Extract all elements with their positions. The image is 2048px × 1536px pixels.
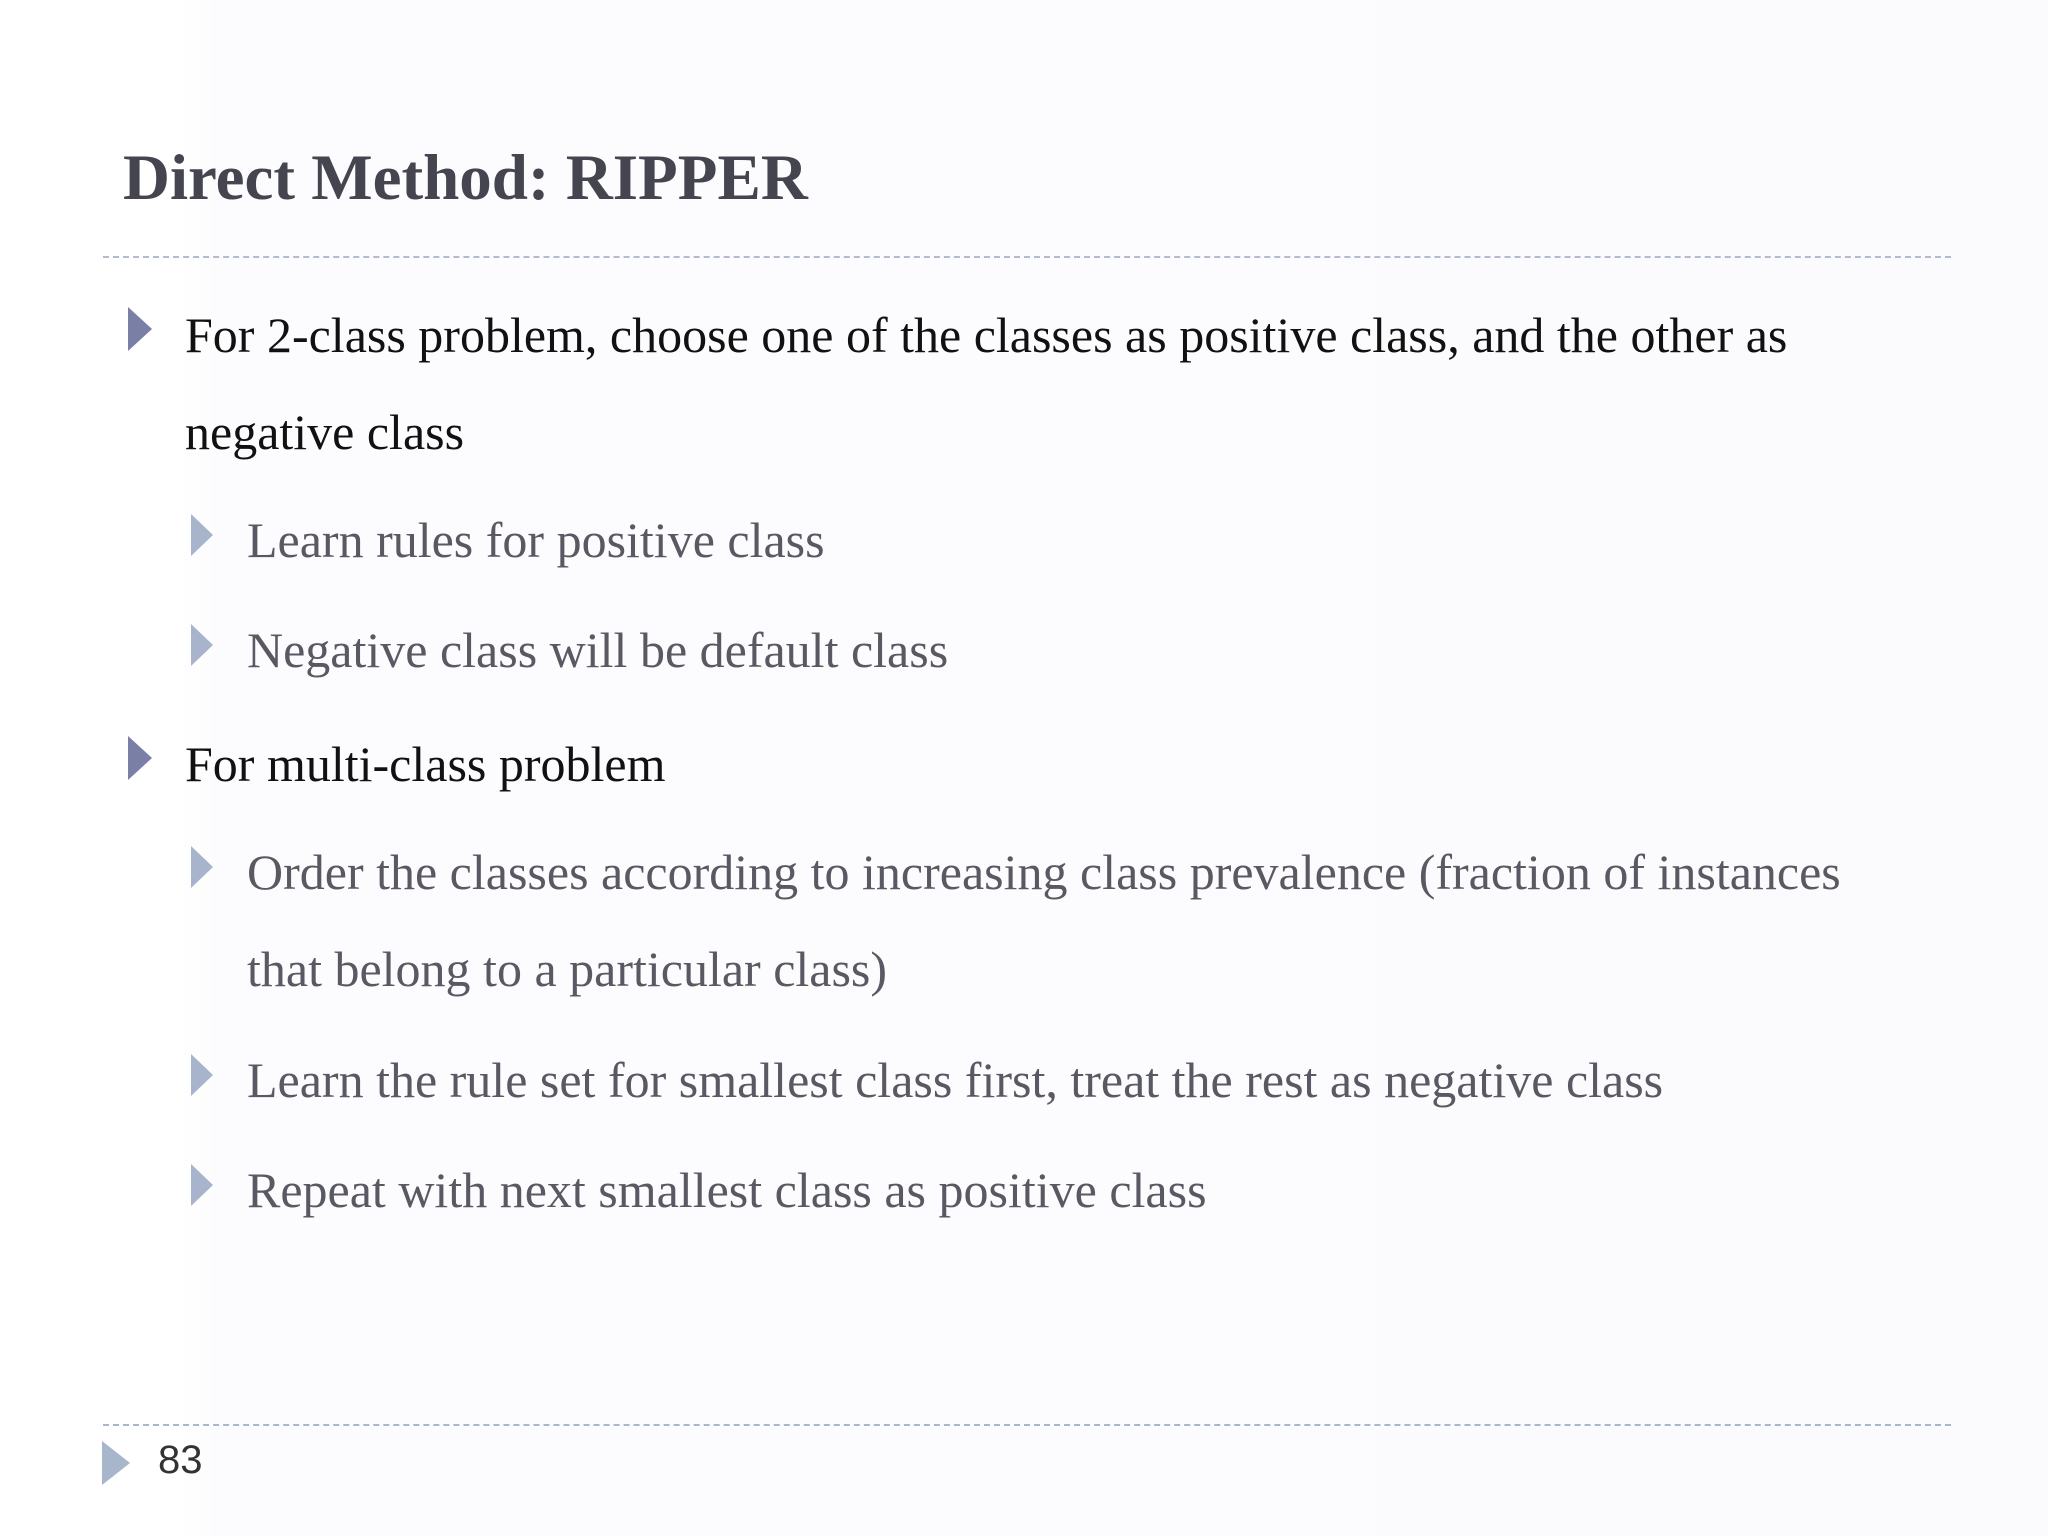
sub-bullet-arrow-icon bbox=[191, 846, 213, 888]
sub-bullet-item: Learn the rule set for smallest class first, treat the rest as negative class bbox=[247, 1052, 1664, 1108]
sub-bullet-arrow-icon bbox=[191, 1054, 213, 1096]
footer-divider bbox=[103, 1424, 1951, 1426]
sub-bullet-arrow-icon bbox=[191, 1164, 213, 1206]
sub-bullet-item: Learn rules for positive class bbox=[247, 512, 825, 568]
sub-bullet-item: Negative class will be default class bbox=[247, 622, 949, 678]
slide-title: Direct Method: RIPPER bbox=[123, 142, 808, 214]
sub-bullet-arrow-icon bbox=[191, 624, 213, 666]
footer-arrow-icon bbox=[102, 1441, 130, 1485]
sub-bullet-item: Repeat with next smallest class as positive class bbox=[247, 1162, 1207, 1218]
sub-bullet-item: Order the classes according to increasing class prevalence (fraction of instances that belong to a particular class) bbox=[247, 844, 1841, 997]
bullet-arrow-icon bbox=[128, 736, 152, 780]
bullet-arrow-icon bbox=[128, 307, 152, 351]
page-number: 83 bbox=[158, 1438, 203, 1482]
sub-bullet-arrow-icon bbox=[191, 514, 213, 556]
bullet-item: For multi-class problem bbox=[185, 736, 666, 792]
bullet-item: For 2-class problem, choose one of the classes as positive class, and the other as negative class bbox=[185, 307, 1788, 460]
title-divider bbox=[103, 256, 1951, 258]
